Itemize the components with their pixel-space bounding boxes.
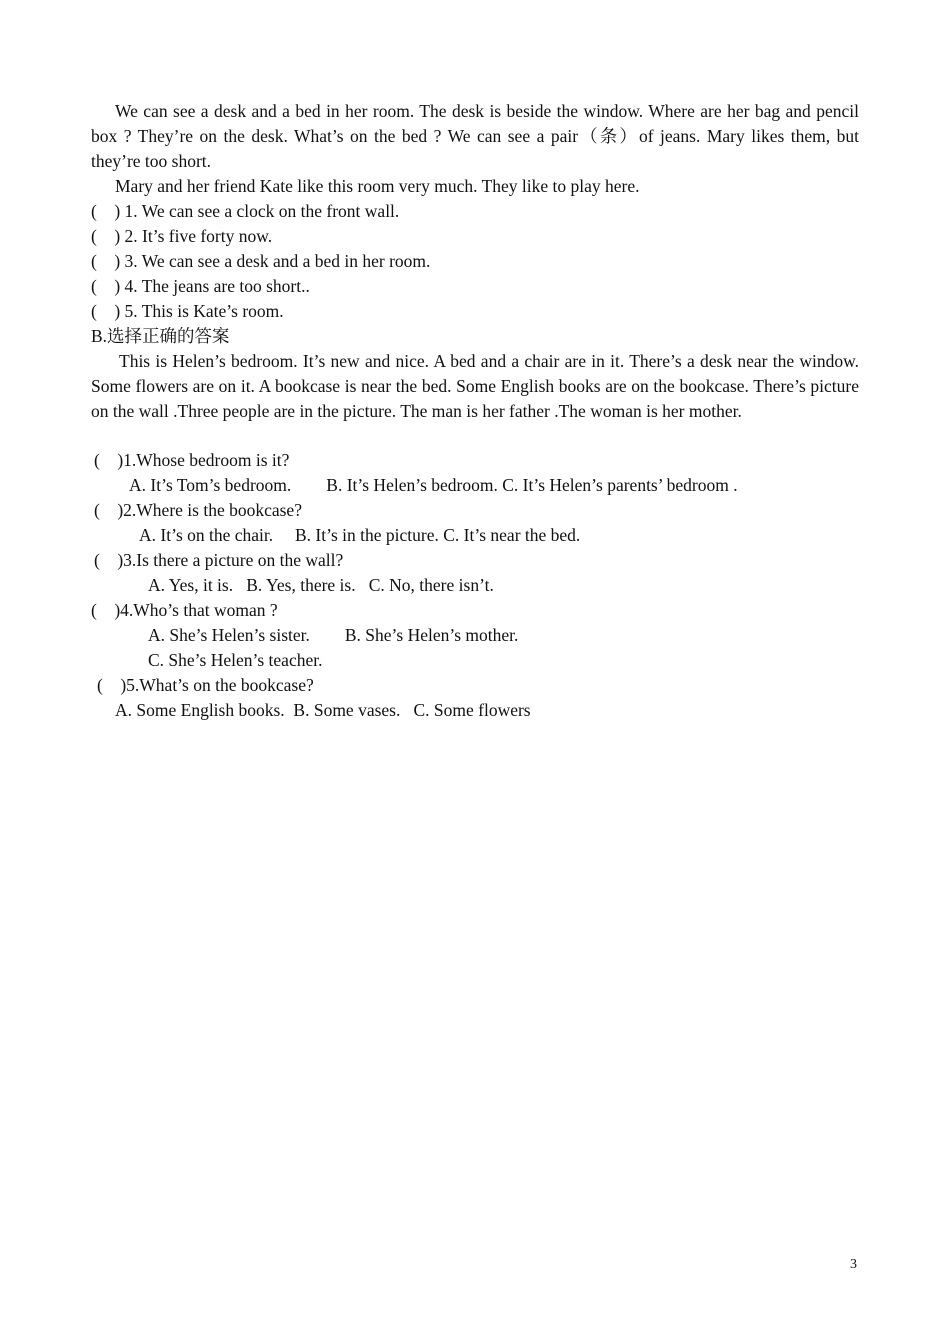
question-3-options: A. Yes, it is. B. Yes, there is. C. No, there isn’t. (148, 575, 494, 595)
question-2-options: A. It’s on the chair. B. It’s in the picture. C. It’s near the bed. (139, 525, 581, 545)
true-false-item-1: ( ) 1. We can see a clock on the front wall. (91, 201, 400, 221)
question-5-options: A. Some English books. B. Some vases. C. Some flowers (115, 700, 531, 720)
true-false-item-5: ( ) 5. This is Kate’s room. (91, 301, 284, 321)
passage-b-paragraph (91, 349, 859, 424)
page-number: 3 (850, 1257, 857, 1272)
passage-a-text-1: We can see a desk and a bed in her room. The desk is beside the window. Where are her bag and pencil box ? They’re on the desk. What’s on the bed ? We can see a pair（条）of jeans. Mary likes them, but they’re too short. (91, 101, 859, 171)
passage-b-text: This is Helen’s bedroom. It’s new and nice. A bed and a chair are in it. There’s a desk near the window. Some flowers are on it. A bookcase is near the bed. Some English books are on the bookcase. There’s picture on the wall .Three people are in the picture. The man is her father .The woman is her mother. (91, 351, 859, 421)
question-1: ( )1.Whose bedroom is it? (94, 450, 290, 470)
true-false-item-4: ( ) 4. The jeans are too short.. (91, 276, 310, 296)
question-2: ( )2.Where is the bookcase? (94, 500, 302, 520)
question-4-options-row-2: C. She’s Helen’s teacher. (148, 650, 323, 670)
question-5: ( )5.What’s on the bookcase? (97, 675, 314, 695)
question-1-options: A. It’s Tom’s bedroom. B. It’s Helen’s bedroom. C. It’s Helen’s parents’ bedroom . (129, 475, 738, 495)
passage-a-paragraph-2: Mary and her friend Kate like this room very much. They like to play here. (115, 176, 640, 196)
true-false-item-2: ( ) 2. It’s five forty now. (91, 226, 273, 246)
question-3: ( )3.Is there a picture on the wall? (94, 550, 344, 570)
passage-a-paragraph-1 (91, 99, 859, 174)
section-b-heading: B.选择正确的答案 (91, 326, 230, 346)
true-false-item-3: ( ) 3. We can see a desk and a bed in her room. (91, 251, 431, 271)
question-4: ( )4.Who’s that woman ? (91, 600, 278, 620)
question-4-options-row-1: A. She’s Helen’s sister. B. She’s Helen’s mother. (148, 625, 519, 645)
